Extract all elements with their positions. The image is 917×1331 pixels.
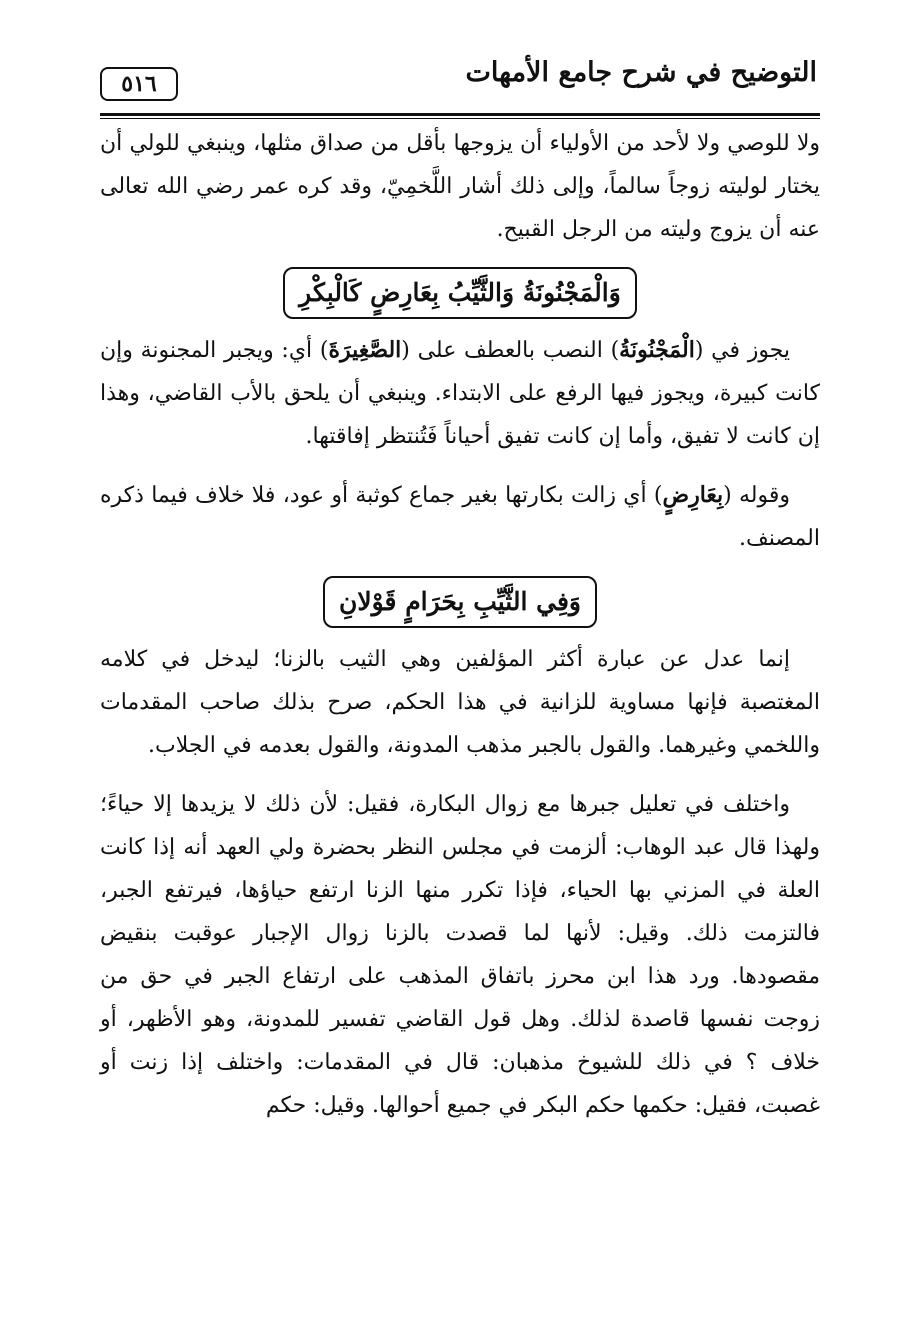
running-header bbox=[100, 55, 817, 110]
para1-middle: ) النصب بالعطف على ( bbox=[401, 338, 620, 363]
para2-term: بِعَارِضٍ bbox=[662, 482, 724, 508]
intro-paragraph: ولا للوصي ولا لأحد من الأولياء أن يزوجها بأقل من صداق مثلها، وينبغي للولي أن يختار لوليته زوجاً سالماً، وإلى ذلك أشار اللَّخمِيّ، وقد كره عمر رضي الله تعالى عنه أن يزوج وليته من الرجل القبيح. bbox=[100, 131, 820, 242]
commentary-paragraph-1 bbox=[100, 329, 820, 458]
header-rule bbox=[100, 113, 820, 116]
commentary-paragraph-4: واختلف في تعليل جبرها مع زوال البكارة، فقيل: لأن ذلك لا يزيدها إلا حياءً؛ ولهذا قال عبد الوهاب: ألزمت في مجلس النظر بحضرة ولي العهد أنه إذا كانت العلة في المزني بها الحياء، فإذا تكرر منها الزنا ارتفع حياؤها، فيرتفع الجبر، فالتزمت ذلك. وقيل: لأنها لما قصدت بالزنا زوال الإجبار عوقبت بنقيض مقصودها. ورد هذا ابن محرز باتفاق المذهب على ارتفاع الجبر في حق من زوجت نفسها قاصدة لذلك. وهل قول القاضي تفسير للمدونة، وهو الأظهر، أو خلاف ؟ في ذلك للشيوخ مذهبان: قال في المقدمات: واختلف إذا زنت أو غصبت، فقيل: حكمها حكم البكر في جميع أحوالها. وقيل: حكم bbox=[100, 792, 820, 1118]
matn-heading-1: وَالْمَجْنُونَةُ وَالثَّيِّبُ بِعَارِضٍ كَالْبِكْرِ bbox=[283, 267, 637, 319]
header-rule-thin bbox=[100, 118, 820, 119]
commentary-paragraph-3: إنما عدل عن عبارة أكثر المؤلفين وهي الثيب بالزنا؛ ليدخل في كلامه المغتصبة فإنها مساوية للزانية في هذا الحكم، صرح بذلك صاحب المقدمات واللخمي وغيرهما. والقول بالجبر مذهب المدونة، والقول بعدمه في الجلاب. bbox=[100, 647, 820, 758]
para1-term-2: الصَّغِيرَةَ bbox=[328, 337, 402, 363]
header-title: التوضيح في شرح جامع الأمهات bbox=[465, 57, 817, 88]
para1-prefix: يجوز في ( bbox=[694, 338, 791, 363]
page-body bbox=[100, 122, 820, 1143]
para1-suffix: ) أي: ويجبر المجنونة وإن كانت كبيرة، ويجوز فيها الرفع على الابتداء. وينبغي أن يلحق بالأب القاضي، وهذا إن كانت لا تفيق، وأما إن كانت تفيق أحياناً فَتُنتظر إفاقتها. bbox=[100, 338, 820, 449]
para1-term-1: الْمَجْنُونَةُ bbox=[619, 337, 695, 363]
commentary-paragraph-2 bbox=[100, 474, 820, 560]
para2-suffix: ) أي زالت بكارتها بغير جماع كوثبة أو عود، فلا خلاف فيما ذكره المصنف. bbox=[100, 483, 820, 551]
matn-heading-2: وَفِي الثَّيِّبِ بِحَرَامٍ قَوْلانِ bbox=[323, 576, 597, 628]
para2-prefix: وقوله ( bbox=[723, 483, 790, 508]
page-number: ٥١٦ bbox=[100, 67, 178, 101]
